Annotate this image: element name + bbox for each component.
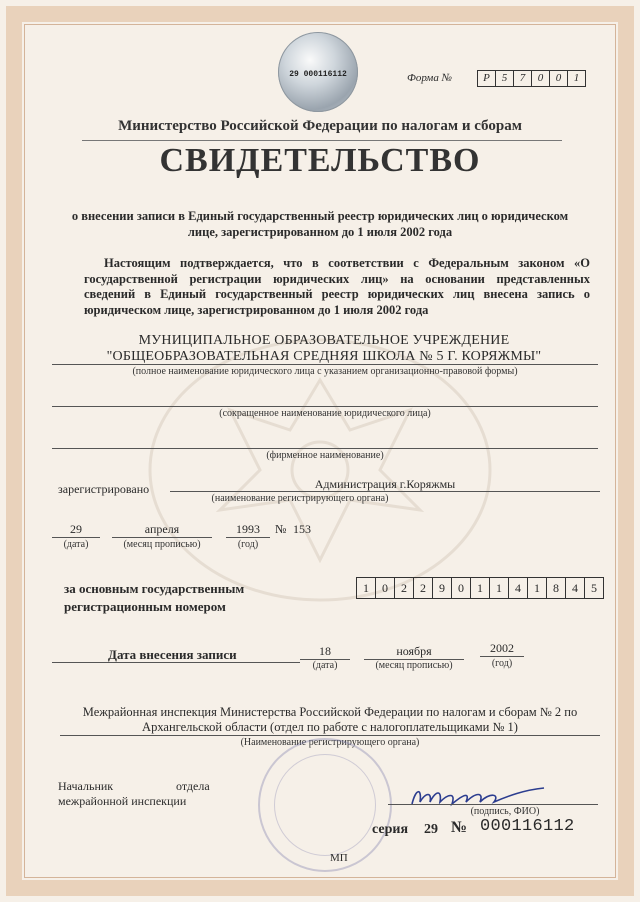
- registered-label: зарегистрировано: [58, 482, 150, 496]
- authority-rule: [170, 491, 600, 492]
- ogrn-label-line: регистрационным номером: [64, 599, 226, 614]
- short-name-rule: [52, 406, 598, 407]
- ogrn-digit: 4: [509, 578, 528, 598]
- ogrn-digit: 9: [433, 578, 452, 598]
- ogrn-digit: 2: [395, 578, 414, 598]
- inspection-rule: [60, 735, 600, 736]
- registration-number: 153: [293, 522, 311, 536]
- signatory-title: Начальник: [58, 779, 114, 793]
- eagle-watermark-icon: [130, 320, 510, 620]
- ogrn-digit: 0: [452, 578, 471, 598]
- entry-year-rule: [480, 656, 524, 657]
- registered-year: 1993: [236, 522, 260, 536]
- full-name-caption: (полное наименование юридического лица с указанием организационно-правовой формы): [132, 366, 518, 377]
- serial-number: 000116112: [480, 817, 575, 836]
- registered-month-caption: (месяц прописью): [123, 539, 201, 550]
- serial-number-sign: №: [451, 819, 468, 836]
- form-code-char: 5: [496, 71, 514, 86]
- form-code-char: 0: [532, 71, 550, 86]
- registered-day-rule: [52, 537, 100, 538]
- full-name-rule: [52, 364, 598, 365]
- ogrn-digit: 4: [566, 578, 585, 598]
- seal-label: МП: [330, 852, 348, 864]
- authority-caption: (наименование регистрирующего органа): [211, 493, 389, 504]
- form-code-char: 0: [550, 71, 568, 86]
- registered-year-caption: (год): [237, 539, 259, 550]
- divider: [82, 140, 562, 141]
- signatory-department: отдела: [176, 779, 210, 793]
- entry-year: 2002: [490, 641, 514, 655]
- confirmation-text: Настоящим подтверждается, что в соответствии с Федеральным законом «О государственной регистрации юридических лиц» на основании представленных сведений в Единый государственный реестр юридических лиц внесена запись о юридическом лице, зарегистрированном до 1 июля 2002 года: [84, 256, 590, 317]
- ministry-heading: Министерство Российской Федерации по налогам и сборам: [118, 118, 522, 134]
- ogrn-digit: 2: [414, 578, 433, 598]
- registered-day: 29: [70, 522, 82, 536]
- signature-caption: (подпись, ФИО): [470, 806, 540, 817]
- ogrn-digit: 0: [376, 578, 395, 598]
- ogrn-digit: 1: [490, 578, 509, 598]
- page-title: СВИДЕТЕЛЬСТВО: [159, 142, 481, 179]
- ogrn-digit: 1: [471, 578, 490, 598]
- subtitle: о внесении записи в Единый государственный реестр юридических лиц о юридическом лице, зарегистрированном до 1 июля 2002 года: [71, 209, 569, 239]
- official-stamp-icon: [258, 738, 392, 872]
- ogrn-digit: 1: [357, 578, 376, 598]
- ogrn-digit: 1: [528, 578, 547, 598]
- form-code-char: 7: [514, 71, 532, 86]
- short-name-caption: (сокращенное наименование юридического лица): [219, 408, 431, 419]
- entry-month-caption: (месяц прописью): [375, 660, 453, 671]
- form-code-char: Р: [478, 71, 496, 86]
- inspection-caption: (Наименование регистрирующего органа): [240, 737, 420, 748]
- inspection-name: Межрайонная инспекция Министерства Российской Федерации по налогам и сборам № 2 по Архангельской области (отдел по работе с налогоплательщиками № 1): [82, 705, 578, 734]
- signatory-office: межрайонной инспекции: [58, 794, 187, 808]
- brand-name-caption: (фирменное наименование): [266, 450, 384, 461]
- entry-month: ноября: [396, 644, 432, 658]
- ogrn-number-box: [356, 577, 604, 599]
- entry-day: 18: [319, 644, 331, 658]
- registered-day-caption: (дата): [63, 539, 89, 550]
- registered-month: апреля: [144, 522, 180, 536]
- ogrn-digit: 8: [547, 578, 566, 598]
- entry-date-label-rule: [52, 662, 300, 663]
- ogrn-label-line: за основным государственным: [64, 581, 245, 596]
- hologram-number: 29 000116112: [289, 70, 347, 79]
- form-code-char: 1: [573, 72, 580, 84]
- signature-rule: [388, 804, 598, 805]
- entry-year-caption: (год): [491, 658, 513, 669]
- ogrn-label: [64, 580, 244, 616]
- serial-region: 29: [424, 822, 438, 837]
- serial-label: серия: [372, 822, 409, 837]
- brand-name-rule: [52, 448, 598, 449]
- entry-day-caption: (дата): [312, 660, 338, 671]
- ogrn-digit: 5: [591, 581, 597, 595]
- registered-year-rule: [226, 537, 270, 538]
- registered-month-rule: [112, 537, 212, 538]
- registration-number-label: №: [275, 522, 287, 536]
- form-code-box: [477, 70, 586, 87]
- full-name-value: МУНИЦИПАЛЬНОЕ ОБРАЗОВАТЕЛЬНОЕ УЧРЕЖДЕНИЕ "ОБЩЕОБРАЗОВАТЕЛЬНАЯ СРЕДНЯЯ ШКОЛА № 5 Г. КОРЯЖМЫ": [106, 333, 542, 364]
- entry-date-label: Дата внесения записи: [108, 647, 237, 662]
- form-label: Форма №: [407, 72, 452, 84]
- registering-authority: Администрация г.Коряжмы: [314, 477, 456, 491]
